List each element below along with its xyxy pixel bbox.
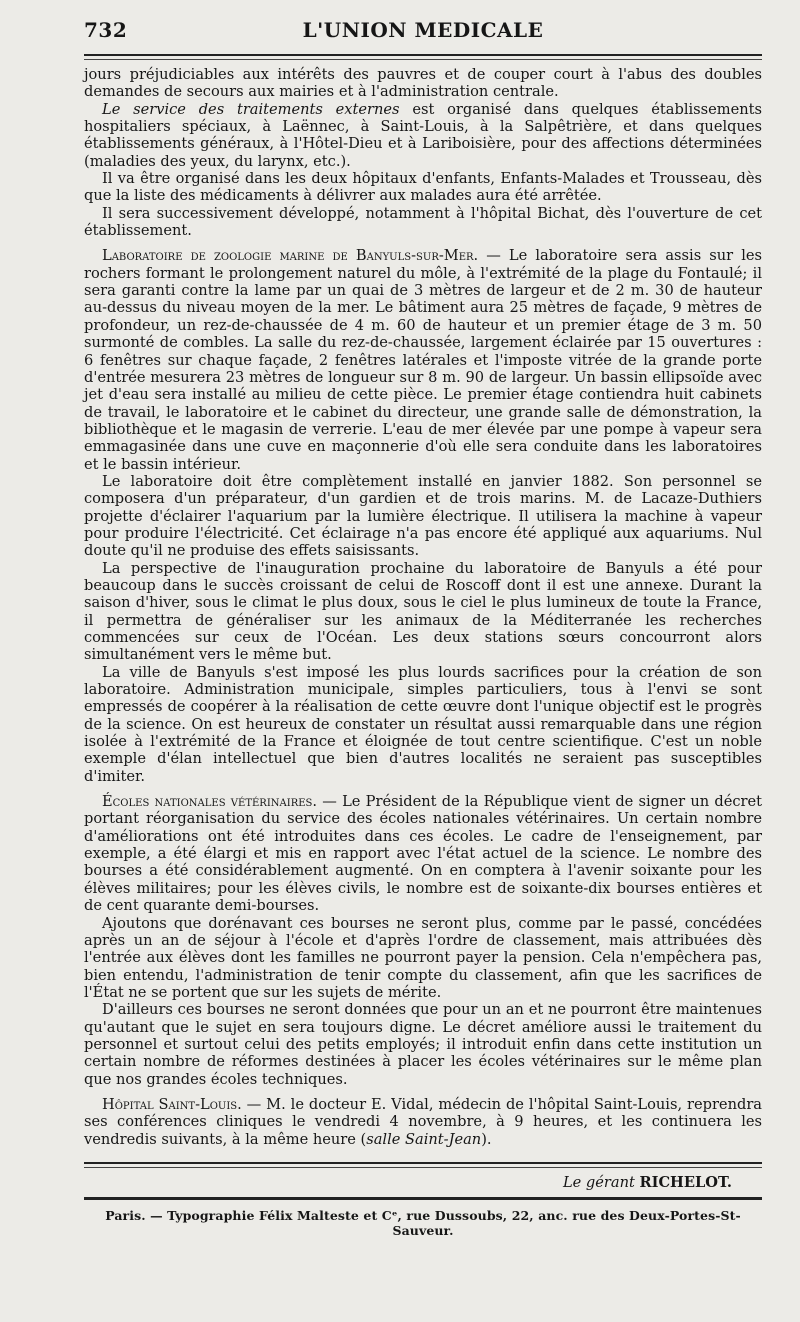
page-number: 732 [84, 18, 128, 42]
signature-label: Le gérant [562, 1173, 635, 1191]
section-banyuls: Laboratoire de zoologie marine de Banyuls-sur-Mer. — Le laboratoire sera assis sur les rochers formant le prolongement naturel du môle, à l'extrémité de la plage du Fontaulé; il sera garanti contre la lame par un quai de 3 mètres de largeur et de 2 m. 30 de hauteur au-dessus du niveau moyen de la mer. Le bâtiment aura 25 mètres de façade, 9 mètres de profondeur, un rez-de-chaussée de 4 m. 60 de hauteur et un premier étage de 3 m. 50 surmonté de combles. La salle du rez-de-chaussée, largement éclairée par 15 ouvertures : 6 fenêtres sur chaque façade, 2 fenêtres latérales et l'imposte vitrée de la grande porte d'entrée mesurera 23 mètres de longueur sur 8 m. 90 de largeur. Un bassin ellipsoïde avec jet d'eau sera installé au milieu de cette pièce. Le premier étage contiendra huit cabinets de travail, le laboratoire et le cabinet du directeur, une grande salle de démonstration, la bibliothèque et le magasin de verrerie. L'eau de mer élevée par une pompe à vapeur sera emmagasinée dans une cuve en maçonnerie d'où elle sera conduite dans les laboratoires et le bassin intérieur. [84, 247, 762, 473]
paragraph-1: jours préjudiciables aux intérêts des pauvres et de couper court à l'abus des doubles demandes de secours aux mairies et à l'administration centrale. [84, 66, 762, 101]
signature-name: RICHELOT. [639, 1173, 732, 1191]
paragraph-2: Le service des traitements externes est organisé dans quelques établissements hospitaliers spéciaux, à Laënnec, à Saint-Louis, à la Salpêtrière, et dans quelques établissements généraux, à l'Hôtel-Dieu et à Lariboisière, pour des affections déterminées (maladies des yeux, du larynx, etc.). [84, 100, 762, 170]
header-rule [84, 54, 762, 60]
signature [84, 1174, 732, 1191]
section-heading: Hôpital Saint-Louis. [102, 1095, 242, 1113]
journal-title: L'UNION MEDICALE [302, 18, 544, 42]
paragraph-11: D'ailleurs ces bourses ne seront données que pour un an et ne pourront être maintenues qu'autant que le sujet en sera toujours digne. Le décret améliore aussi le traitement du personnel et surtout celui des petits employés; il introduit enfin dans cette institution un certain nombre de réformes destinées à placer les écoles vétérinaires sur le même plan que nos grandes écoles techniques. [84, 1001, 762, 1088]
paragraph-3: Il va être organisé dans les deux hôpitaux d'enfants, Enfants-Malades et Trousseau, dès que la liste des médicaments à délivrer aux malades aura été arrêtée. [84, 170, 762, 205]
section-saint-louis: Hôpital Saint-Louis. — M. le docteur E. Vidal, médecin de l'hôpital Saint-Louis, reprendra ses conférences cliniques le vendredi 4 novembre, à 9 heures, et les continuera les vendredis suivants, à la même heure (salle Saint-Jean). [84, 1095, 762, 1148]
printer-imprint: Paris. — Typographie Félix Malteste et Cᵉ, rue Dussoubs, 22, anc. rue des Deux-Portes-St-Sauveur. [105, 1207, 741, 1238]
section-heading: Laboratoire de zoologie marine de Banyuls-sur-Mer. [102, 247, 479, 265]
printer-rule [84, 1197, 762, 1200]
paragraph-8: La ville de Banyuls s'est imposé les plus lourds sacrifices pour la création de son laboratoire. Administration municipale, simples particuliers, tous à l'envi se sont empressés de coopérer à la réalisation de cette œuvre dont l'unique objectif est le progrès de la science. On est heureux de constater un résultat aussi remarquable dans une région isolée à l'extrémité de la France et éloignée de tout centre scientifique. C'est un noble exemple d'élan intellectuel que bien d'autres localités ne seraient pas susceptibles d'imiter. [84, 663, 762, 785]
paragraph-4: Il sera successivement développé, notamment à l'hôpital Bichat, dès l'ouverture de cet établissement. [84, 204, 762, 240]
paragraph-6: Le laboratoire doit être complètement installé en janvier 1882. Son personnel se composera d'un préparateur, d'un gardien et de trois marins. M. de Lacaze-Duthiers projette d'éclairer l'aquarium par la lumière électrique. Il utilisera la machine à vapeur pour produire l'électricité. Cet éclairage n'a pas encore été appliqué aux aquariums. Nul doute qu'il ne produise des effets saisissants. [84, 472, 762, 560]
room-name: salle Saint-Jean [366, 1130, 482, 1148]
lead-italic: Le service des traitements externes [102, 100, 400, 118]
section-heading: Écoles nationales vétérinaires. [102, 793, 318, 811]
paragraph-10: Ajoutons que dorénavant ces bourses ne seront plus, comme par le passé, concédées après un an de séjour à l'école et d'après l'ordre de classement, mais attribuées dès l'entrée aux élèves dont les familles ne pourront payer la pension. Cela n'empêchera pas, bien entendu, l'administration de tenir compte du classement, afin que les sacrifices de l'État ne se portent que sur les sujets de mérite. [84, 914, 762, 1001]
page-header [84, 14, 762, 48]
section-veterinaires: Écoles nationales vétérinaires. — Le Président de la République vient de signer un décret portant réorganisation du service des écoles nationales vétérinaires. Un certain nombre d'améliorations ont été introduites dans ces écoles. Le cadre de l'enseignement, par exemple, a été élargi et mis en rapport avec l'état actuel de la science. Le nombre des bourses a été considérablement augmenté. On en comptera à l'avenir soixante pour les élèves militaires; pour les élèves civils, le nombre est de soixante-dix bourses entières et de cent quarante demi-bourses. [84, 793, 762, 915]
paragraph-7: La perspective de l'inauguration prochaine du laboratoire de Banyuls a été pour beaucoup dans le succès croissant de celui de Roscoff dont il est une annexe. Durant la saison d'hiver, sous le climat le plus doux, sous le ciel le plus lumineux de toute la France, il permettra de généraliser sur les animaux de la Méditerranée les recherches commencées sur ceux de l'Océan. Les deux stations sœurs concourront alors simultanément vers le même but. [84, 559, 762, 664]
footer-rule [84, 1162, 762, 1168]
article-body [84, 66, 762, 1148]
